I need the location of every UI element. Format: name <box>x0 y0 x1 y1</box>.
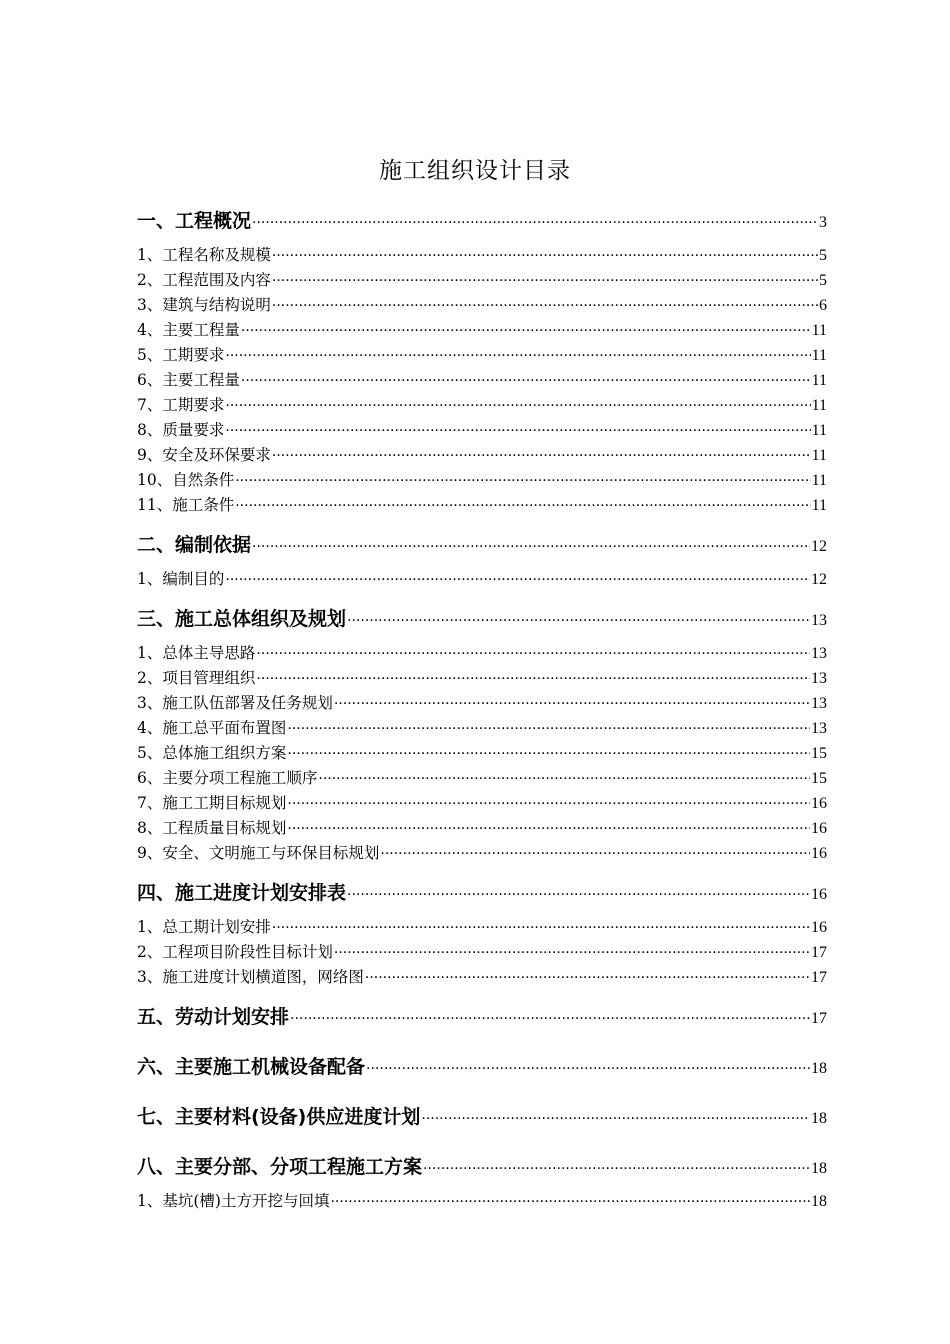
toc-dot-leader <box>334 945 810 961</box>
toc-page-number: 11 <box>811 397 827 414</box>
toc-entry-label: 四、施工进度计划安排表 <box>137 882 347 904</box>
toc-page-number: 5 <box>819 272 827 289</box>
toc-section-entry[interactable] <box>137 741 827 763</box>
toc-entry-label: 八、主要分部、分项工程施工方案 <box>137 1156 423 1178</box>
toc-page-number: 5 <box>819 247 827 264</box>
toc-dot-leader <box>423 1161 810 1177</box>
toc-dot-leader <box>252 539 810 555</box>
toc-dot-leader <box>347 887 810 903</box>
toc-section-entry[interactable] <box>137 468 827 490</box>
toc-chapter-entry[interactable] <box>137 1152 827 1179</box>
toc-dot-leader <box>225 348 810 364</box>
toc-dot-leader <box>272 248 818 264</box>
toc-dot-leader <box>287 746 810 762</box>
toc-entry-label: 五、劳动计划安排 <box>137 1006 290 1028</box>
toc-chapter-entry[interactable] <box>137 1102 827 1129</box>
toc-dot-leader <box>272 298 818 314</box>
toc-entry-label: 1、总体主导思路 <box>137 644 256 662</box>
toc-dot-leader <box>287 821 810 837</box>
toc-section-entry[interactable] <box>137 343 827 365</box>
toc-page-number: 11 <box>811 472 827 489</box>
toc-page-number: 13 <box>811 720 827 737</box>
toc-entry-label: 二、编制依据 <box>137 534 252 556</box>
toc-page-number: 11 <box>811 372 827 389</box>
toc-entry-label: 11、施工条件 <box>137 496 235 514</box>
toc-entry-label: 7、工期要求 <box>137 396 225 414</box>
toc-entry-label: 1、工程名称及规模 <box>137 246 271 264</box>
toc-dot-leader <box>235 498 810 514</box>
toc-page-number: 11 <box>811 347 827 364</box>
toc-page-number: 12 <box>811 538 827 555</box>
toc-page-number: 17 <box>811 1010 827 1027</box>
toc-page-number: 16 <box>811 886 827 903</box>
toc-section-entry[interactable] <box>137 691 827 713</box>
toc-page-number: 17 <box>811 944 827 961</box>
toc-dot-leader <box>252 215 818 231</box>
toc-section-entry[interactable] <box>137 418 827 440</box>
toc-page-number: 13 <box>811 695 827 712</box>
toc-chapter-entry[interactable] <box>137 530 827 557</box>
toc-page-number: 11 <box>811 497 827 514</box>
toc-entry-label: 七、主要材料(设备)供应进度计划 <box>137 1106 421 1128</box>
toc-page-number: 11 <box>811 447 827 464</box>
toc-entry-label: 5、工期要求 <box>137 346 225 364</box>
toc-dot-leader <box>272 448 811 464</box>
toc-entry-label: 9、安全及环保要求 <box>137 446 271 464</box>
toc-dot-leader <box>272 273 818 289</box>
toc-entry-label: 一、工程概况 <box>137 210 252 232</box>
toc-page-number: 15 <box>811 745 827 762</box>
toc-entry-label: 4、施工总平面布置图 <box>137 719 287 737</box>
toc-page-number: 18 <box>811 1060 827 1077</box>
toc-chapter-entry[interactable] <box>137 878 827 905</box>
toc-entry-label: 2、工程项目阶段性目标计划 <box>137 943 333 961</box>
toc-chapter-entry[interactable] <box>137 1052 827 1079</box>
toc-section-entry[interactable] <box>137 666 827 688</box>
toc-section-entry[interactable] <box>137 816 827 838</box>
toc-chapter-entry[interactable] <box>137 1002 827 1029</box>
toc-dot-leader <box>366 1061 810 1077</box>
toc-section-entry[interactable] <box>137 318 827 340</box>
toc-entry-label: 1、编制目的 <box>137 570 225 588</box>
toc-section-entry[interactable] <box>137 965 827 987</box>
toc-page-number: 15 <box>811 770 827 787</box>
toc-entry-label: 10、自然条件 <box>137 471 235 489</box>
toc-entry-label: 8、质量要求 <box>137 421 225 439</box>
toc-entry-label: 6、主要工程量 <box>137 371 240 389</box>
toc-dot-leader <box>347 613 810 629</box>
toc-dot-leader <box>225 398 810 414</box>
toc-entry-label: 2、项目管理组织 <box>137 669 256 687</box>
toc-entry-label: 3、建筑与结构说明 <box>137 296 271 314</box>
toc-dot-leader <box>421 1111 810 1127</box>
toc-entry-label: 7、施工工期目标规划 <box>137 794 287 812</box>
toc-dot-leader <box>318 771 810 787</box>
toc-page-number: 16 <box>811 845 827 862</box>
toc-section-entry[interactable] <box>137 1189 827 1211</box>
toc-dot-leader <box>241 373 811 389</box>
toc-dot-leader <box>235 473 810 489</box>
toc-dot-leader <box>272 920 810 936</box>
toc-entry-label: 3、施工队伍部署及任务规划 <box>137 694 333 712</box>
toc-page-number: 11 <box>811 322 827 339</box>
toc-dot-leader <box>256 646 810 662</box>
toc-section-entry[interactable] <box>137 841 827 863</box>
toc-page-number: 16 <box>811 919 827 936</box>
toc-chapter-entry[interactable] <box>137 206 827 233</box>
toc-section-entry[interactable] <box>137 443 827 465</box>
toc-entry-label: 三、施工总体组织及规划 <box>137 608 347 630</box>
toc-page-number: 13 <box>811 670 827 687</box>
toc-page-number: 6 <box>819 297 827 314</box>
toc-dot-leader <box>241 323 811 339</box>
toc-entry-label: 4、主要工程量 <box>137 321 240 339</box>
toc-page-number: 16 <box>811 795 827 812</box>
toc-dot-leader <box>334 696 810 712</box>
toc-section-entry[interactable] <box>137 268 827 290</box>
toc-section-entry[interactable] <box>137 243 827 265</box>
toc-section-entry[interactable] <box>137 716 827 738</box>
toc-dot-leader <box>256 671 810 687</box>
toc-entry-label: 3、施工进度计划横道图，网络图 <box>137 968 364 986</box>
toc-entry-label: 1、基坑(槽)土方开挖与回填 <box>137 1192 330 1210</box>
toc-dot-leader <box>290 1011 810 1027</box>
toc-dot-leader <box>287 721 810 737</box>
toc-section-entry[interactable] <box>137 393 827 415</box>
toc-section-entry[interactable] <box>137 641 827 663</box>
toc-dot-leader <box>365 970 810 986</box>
toc-section-entry[interactable] <box>137 493 827 515</box>
toc-entry-label: 1、总工期计划安排 <box>137 918 271 936</box>
toc-entry-label: 六、主要施工机械设备配备 <box>137 1056 366 1078</box>
toc-section-entry[interactable] <box>137 915 827 937</box>
toc-dot-leader <box>225 423 810 439</box>
toc-section-entry[interactable] <box>137 293 827 315</box>
toc-section-entry[interactable] <box>137 368 827 390</box>
toc-page-number: 18 <box>811 1193 827 1210</box>
toc-page-number: 12 <box>811 571 827 588</box>
toc-entry-label: 2、工程范围及内容 <box>137 271 271 289</box>
toc-dot-leader <box>287 796 810 812</box>
toc-entry-label: 5、总体施工组织方案 <box>137 744 287 762</box>
toc-chapter-entry[interactable] <box>137 604 827 631</box>
toc-entry-label: 6、主要分项工程施工顺序 <box>137 769 318 787</box>
toc-page-number: 17 <box>811 969 827 986</box>
toc-entry-label: 8、工程质量目标规划 <box>137 819 287 837</box>
toc-section-entry[interactable] <box>137 791 827 813</box>
toc-page-number: 13 <box>811 612 827 629</box>
toc-section-entry[interactable] <box>137 766 827 788</box>
toc-dot-leader <box>330 1194 810 1210</box>
toc-page-number: 18 <box>811 1110 827 1127</box>
toc-page-number: 3 <box>819 214 827 231</box>
document-title: 施工组织设计目录 <box>379 158 571 184</box>
toc-section-entry[interactable] <box>137 940 827 962</box>
toc-dot-leader <box>225 572 810 588</box>
toc-section-entry[interactable] <box>137 567 827 589</box>
toc-page-number: 16 <box>811 820 827 837</box>
toc-page-number: 11 <box>811 422 827 439</box>
toc-page-number: 18 <box>811 1160 827 1177</box>
toc-entry-label: 9、安全、文明施工与环保目标规划 <box>137 844 380 862</box>
toc-page-number: 13 <box>811 645 827 662</box>
toc-dot-leader <box>380 846 810 862</box>
